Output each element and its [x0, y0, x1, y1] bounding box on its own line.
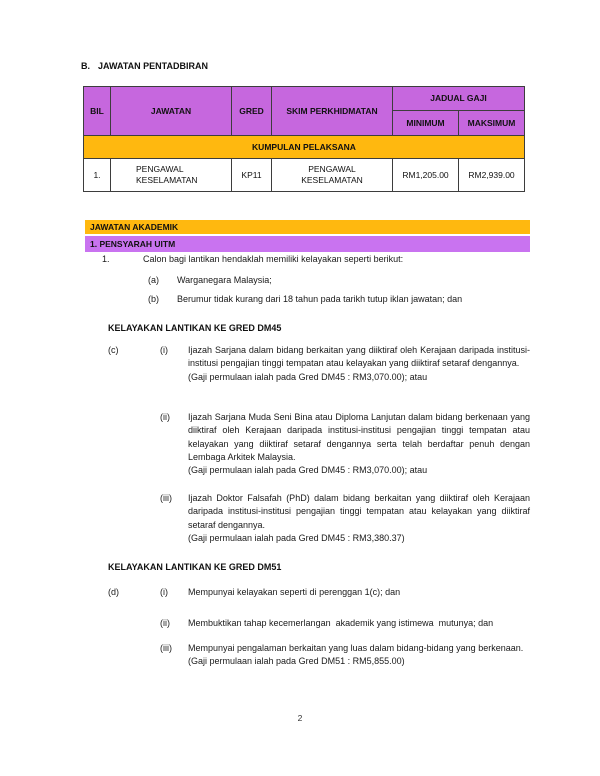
item-text-a: Warganegara Malaysia; [177, 275, 272, 285]
dm45-item-i-text: Ijazah Sarjana dalam bidang berkaitan yang diiktiraf oleh Kerajaan daripada institusi-institusi pengajian tinggi tempatan atau kelayakan yang diiktiraf setaraf dengannya. [188, 345, 530, 369]
heading-title: JAWATAN PENTADBIRAN [98, 61, 208, 71]
dm45-item-iii-text: Ijazah Doktor Falsafah (PhD) dalam bidang berkaitan yang diiktiraf oleh Kerajaan daripada institusi-institusi pengajian tinggi tempatan atau kelayakan yang diiktiraf setaraf dengannya. [188, 493, 530, 530]
dm45-item-i [0, 344, 600, 384]
dm51-item-i [0, 586, 600, 599]
col-header-minimum: MINIMUM [393, 111, 459, 136]
intro-number: 1. [102, 254, 110, 264]
dm51-item-ii [0, 617, 600, 630]
syarat-item-b [0, 293, 600, 306]
item-sublabel-i: (i) [160, 587, 168, 597]
dm45-item-ii-text: Ijazah Sarjana Muda Seni Bina atau Diploma Lanjutan dalam bidang berkenaan yang diiktiraf oleh Kerajaan daripada institusi-institusi pengajian tinggi tempatan atau kelayakan yang diiktiraf setaraf dengannya serta telah berdaftar penuh dengan Lembaga Arkitek Malaysia. [188, 412, 530, 462]
table-row [84, 159, 525, 192]
page-number: 2 [297, 713, 303, 723]
col-header-bil: BIL [84, 87, 111, 136]
dm45-item-i-gaji-note: (Gaji permulaan ialah pada Gred DM45 : RM3,070.00); atau [188, 371, 428, 382]
cell-jawatan [111, 159, 232, 192]
cell-bil: 1. [84, 159, 111, 192]
col-header-skim: SKIM PERKHIDMATAN [272, 87, 393, 136]
dm45-item-ii-gaji-note: (Gaji permulaan ialah pada Gred DM45 : RM3,070.00); atau [188, 465, 428, 476]
section-heading-pentadbiran [81, 60, 208, 73]
band-jawatan-akademik: JAWATAN AKADEMIK [85, 220, 530, 234]
dm45-item-iii-gaji-note: (Gaji permulaan ialah pada Gred DM45 : RM3,380.37) [188, 532, 405, 543]
dm51-item-iii-text: Mempunyai pengalaman berkaitan yang luas dalam bidang-bidang yang berkenaan. [188, 643, 524, 653]
jobs-table [83, 86, 525, 192]
group-row-kumpulan-pelaksana: KUMPULAN PELAKSANA [84, 136, 525, 159]
dm51-item-iii [0, 642, 600, 669]
cell-minimum: RM1,205.00 [393, 159, 459, 192]
intro-item [0, 253, 600, 266]
heading-prefix: B. [81, 61, 90, 71]
section-heading-dm51: KELAYAKAN LANTIKAN KE GRED DM51 [108, 562, 282, 572]
col-header-jadual-gaji: JADUAL GAJI [393, 87, 525, 111]
item-sublabel-iii: (iii) [160, 643, 172, 653]
intro-text: Calon bagi lantikan hendaklah memiliki kelayakan seperti berikut: [143, 254, 404, 264]
item-label-a: (a) [148, 275, 159, 285]
col-header-gred: GRED [232, 87, 272, 136]
dm51-item-iii-gaji-note: (Gaji permulaan ialah pada Gred DM51 : RM5,855.00) [188, 656, 405, 667]
col-header-maksimum: MAKSIMUM [459, 111, 525, 136]
dm45-item-ii [0, 411, 600, 477]
syarat-item-a [0, 274, 600, 287]
col-header-jawatan: JAWATAN [111, 87, 232, 136]
cell-skim-text: PENGAWAL KESELAMATAN [301, 164, 363, 185]
item-sublabel-iii: (iii) [160, 493, 172, 503]
cell-gred: KP11 [232, 159, 272, 192]
band-pensyarah-uitm: 1. PENSYARAH UITM [85, 236, 530, 252]
cell-maksimum: RM2,939.00 [459, 159, 525, 192]
dm45-item-iii [0, 492, 600, 545]
item-text-b: Berumur tidak kurang dari 18 tahun pada tarikh tutup iklan jawatan; dan [177, 294, 463, 304]
item-sublabel-ii: (ii) [160, 412, 170, 422]
item-label-d: (d) [108, 587, 119, 597]
item-label-b: (b) [148, 294, 159, 304]
section-heading-dm45: KELAYAKAN LANTIKAN KE GRED DM45 [108, 323, 282, 333]
cell-skim [272, 159, 393, 192]
cell-jawatan-text: PENGAWAL KESELAMATAN [136, 164, 198, 185]
item-label-c: (c) [108, 345, 119, 355]
jobs-table-container [83, 86, 525, 192]
item-sublabel-i: (i) [160, 345, 168, 355]
item-sublabel-ii: (ii) [160, 618, 170, 628]
dm51-item-ii-text: Membuktikan tahap kecemerlangan akademik yang istimewa mutunya; dan [188, 618, 494, 628]
dm51-item-i-text: Mempunyai kelayakan seperti di perenggan 1(c); dan [188, 587, 401, 597]
